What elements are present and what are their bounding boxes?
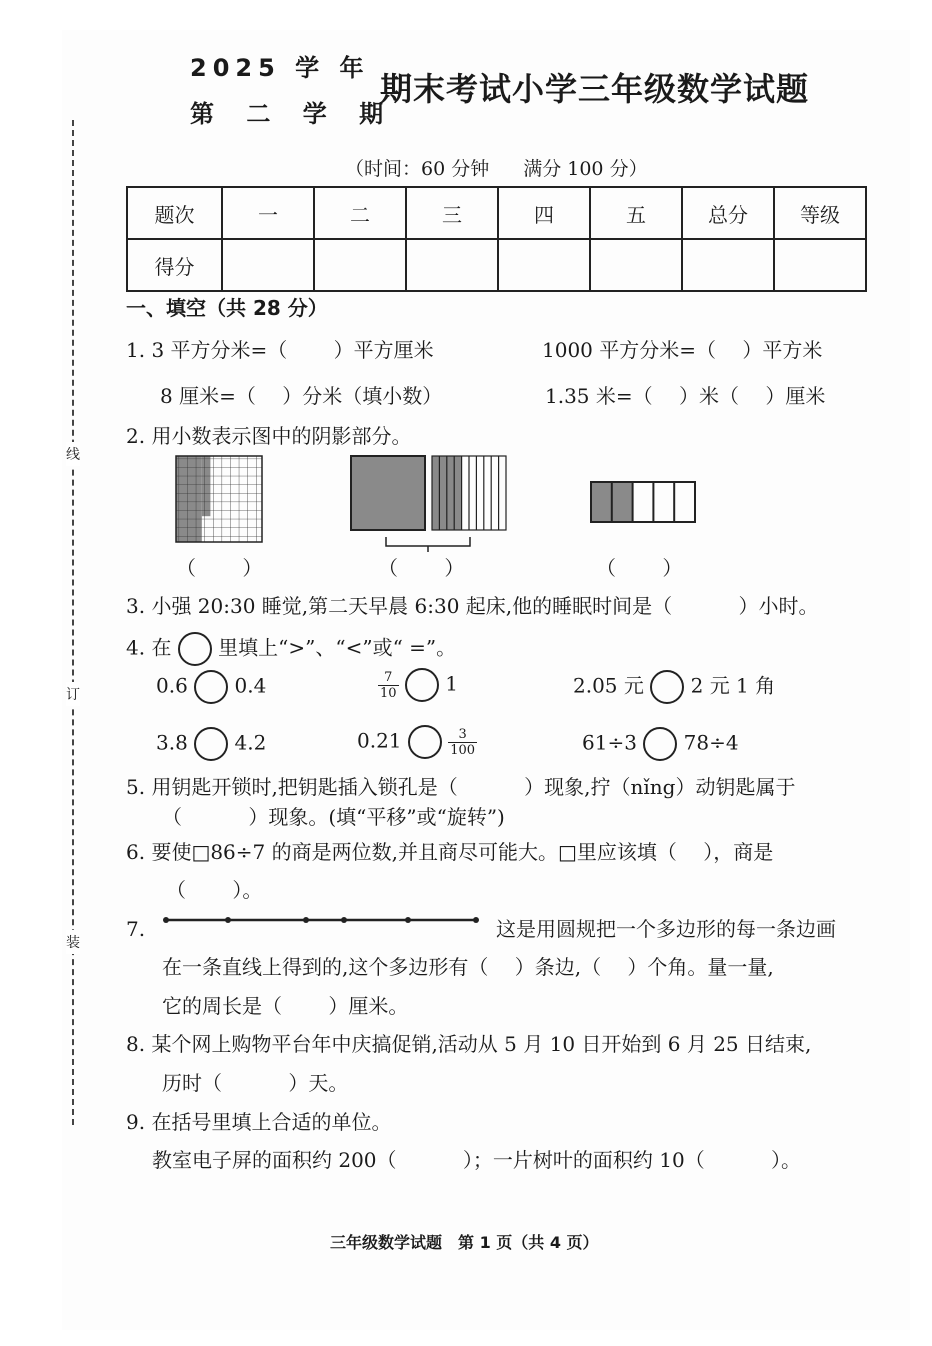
fraction-denominator: 100 (450, 742, 476, 758)
q4-compare-r1c3 (573, 670, 775, 704)
fraction-numerator: 7 (378, 670, 399, 686)
q1-part-b: 1000 平方分米=（ ）平方米 (542, 338, 823, 362)
compare-right: 1 (445, 671, 458, 696)
score-table-cell: 三 (406, 187, 498, 239)
q2-answer-blank-3[interactable]: （ ） (596, 556, 683, 580)
score-table-cell: 二 (314, 187, 406, 239)
compare-right: 78÷4 (683, 730, 739, 755)
compare-right: 4.2 (234, 730, 267, 755)
q7-line-2: 在一条直线上得到的,这个多边形有（ ）条边,（ ）个角。量一量, (162, 955, 774, 979)
q2-answer-blank-2[interactable]: （ ） (378, 556, 465, 580)
fraction-7-10 (378, 670, 399, 701)
q2-figure-square-and-strips (351, 456, 506, 552)
exam-subtitle (345, 154, 682, 181)
score-table-cell: 等级 (774, 187, 866, 239)
score-input-cell[interactable] (590, 239, 682, 291)
exam-title: 期末考试小学三年级数学试题 (380, 70, 810, 108)
score-input-cell[interactable] (682, 239, 774, 291)
score-input-cell[interactable] (406, 239, 498, 291)
q2-figure-bar (591, 482, 695, 522)
compare-right: 2 元 1 角 (690, 673, 776, 698)
compare-left: 61÷3 (582, 730, 637, 755)
q2-figures (170, 450, 730, 555)
q4-intro-a: 4. 在 (126, 635, 172, 660)
binding-line (72, 120, 74, 1125)
q4-compare-r1c2 (378, 668, 458, 702)
score-table-cell: 四 (498, 187, 590, 239)
q2-answer-blank-1[interactable]: （ ） (176, 556, 263, 580)
q3-text: 3. 小强 20:30 睡觉,第二天早晨 6:30 起床,他的睡眠时间是（ ）小时。 (126, 594, 819, 618)
q2-text: 2. 用小数表示图中的阴影部分。 (126, 424, 412, 448)
compare-blank-circle[interactable] (405, 668, 439, 702)
score-input-cell[interactable] (498, 239, 590, 291)
compare-blank-circle[interactable] (194, 670, 228, 704)
compare-left: 2.05 元 (573, 673, 644, 698)
q4-intro (126, 632, 456, 666)
score-input-cell[interactable] (774, 239, 866, 291)
q7-line-1: 这是用圆规把一个多边形的每一条边画 (496, 917, 836, 941)
score-row-label: 得分 (127, 239, 222, 291)
q2-figure-grid (176, 456, 262, 542)
q4-compare-r1c1 (156, 670, 266, 704)
q9-line-1: 9. 在括号里填上合适的单位。 (126, 1110, 392, 1134)
q8-line-2: 历时（ ）天。 (162, 1071, 349, 1095)
score-table-cell: 题次 (127, 187, 222, 239)
q7-polygon-segment-line (160, 910, 482, 930)
score-table-cell: 总分 (682, 187, 774, 239)
q5-line-2: （ ）现象。(填“平移”或“旋转”) (162, 805, 505, 829)
compare-circle-icon (178, 632, 212, 666)
score-table-score-row (127, 239, 866, 291)
time-limit: （时间：60 分钟 (345, 158, 490, 180)
section-heading: 一、填空（共 28 分） (126, 296, 328, 320)
compare-blank-circle[interactable] (194, 727, 228, 761)
q5-line-1: 5. 用钥匙开锁时,把钥匙插入锁孔是（ ）现象,拧（nǐng）动钥匙属于 (126, 775, 796, 799)
fraction-numerator: 3 (448, 727, 477, 743)
q4-compare-r2c2 (357, 725, 477, 759)
q1-part-d: 1.35 米=（ ）米（ ）厘米 (545, 384, 826, 408)
compare-left: 0.6 (156, 673, 188, 698)
q7-line-3: 它的周长是（ ）厘米。 (162, 994, 409, 1018)
compare-left: 3.8 (156, 730, 188, 755)
q6-line-1: 6. 要使□86÷7 的商是两位数,并且商尽可能大。□里应该填（ ），商是 (126, 840, 774, 864)
compare-blank-circle[interactable] (408, 725, 442, 759)
binding-mark-zhuang: 装 (66, 930, 80, 954)
page-footer: 三年级数学试题 第 1 页（共 4 页） (330, 1233, 599, 1252)
compare-blank-circle[interactable] (643, 727, 677, 761)
q6-line-2: （ ）。 (166, 878, 263, 902)
compare-right: 0.4 (234, 673, 267, 698)
semester: 第 二 学 期 (190, 100, 396, 128)
q1-part-c: 8 厘米=（ ）分米（填小数） (160, 384, 443, 408)
q7-number: 7. (126, 917, 146, 941)
binding-mark-xian: 线 (66, 442, 80, 466)
q4-intro-b: 里填上“>”、“<”或“ =”。 (218, 635, 457, 660)
fraction-3-100 (448, 727, 477, 758)
score-table-header-row (127, 187, 866, 239)
score-table-cell: 五 (590, 187, 682, 239)
fraction-denominator: 10 (380, 685, 397, 701)
compare-left: 0.21 (357, 728, 402, 753)
score-table (126, 186, 867, 292)
score-input-cell[interactable] (314, 239, 406, 291)
q8-line-1: 8. 某个网上购物平台年中庆搞促销,活动从 5 月 10 日开始到 6 月 25 日结束, (126, 1032, 812, 1056)
full-score: 满分 100 分） (523, 158, 648, 180)
q4-compare-r2c3 (582, 727, 739, 761)
binding-mark-ding: 订 (66, 682, 80, 706)
school-year: 2025 学 年 (190, 54, 370, 82)
compare-blank-circle[interactable] (650, 670, 684, 704)
q1-part-a: 1. 3 平方分米=（ ）平方厘米 (126, 338, 434, 362)
score-input-cell[interactable] (222, 239, 314, 291)
score-table-cell: 一 (222, 187, 314, 239)
q4-compare-r2c1 (156, 727, 266, 761)
q9-line-2: 教室电子屏的面积约 200（ ）；一片树叶的面积约 10（ ）。 (152, 1148, 802, 1172)
